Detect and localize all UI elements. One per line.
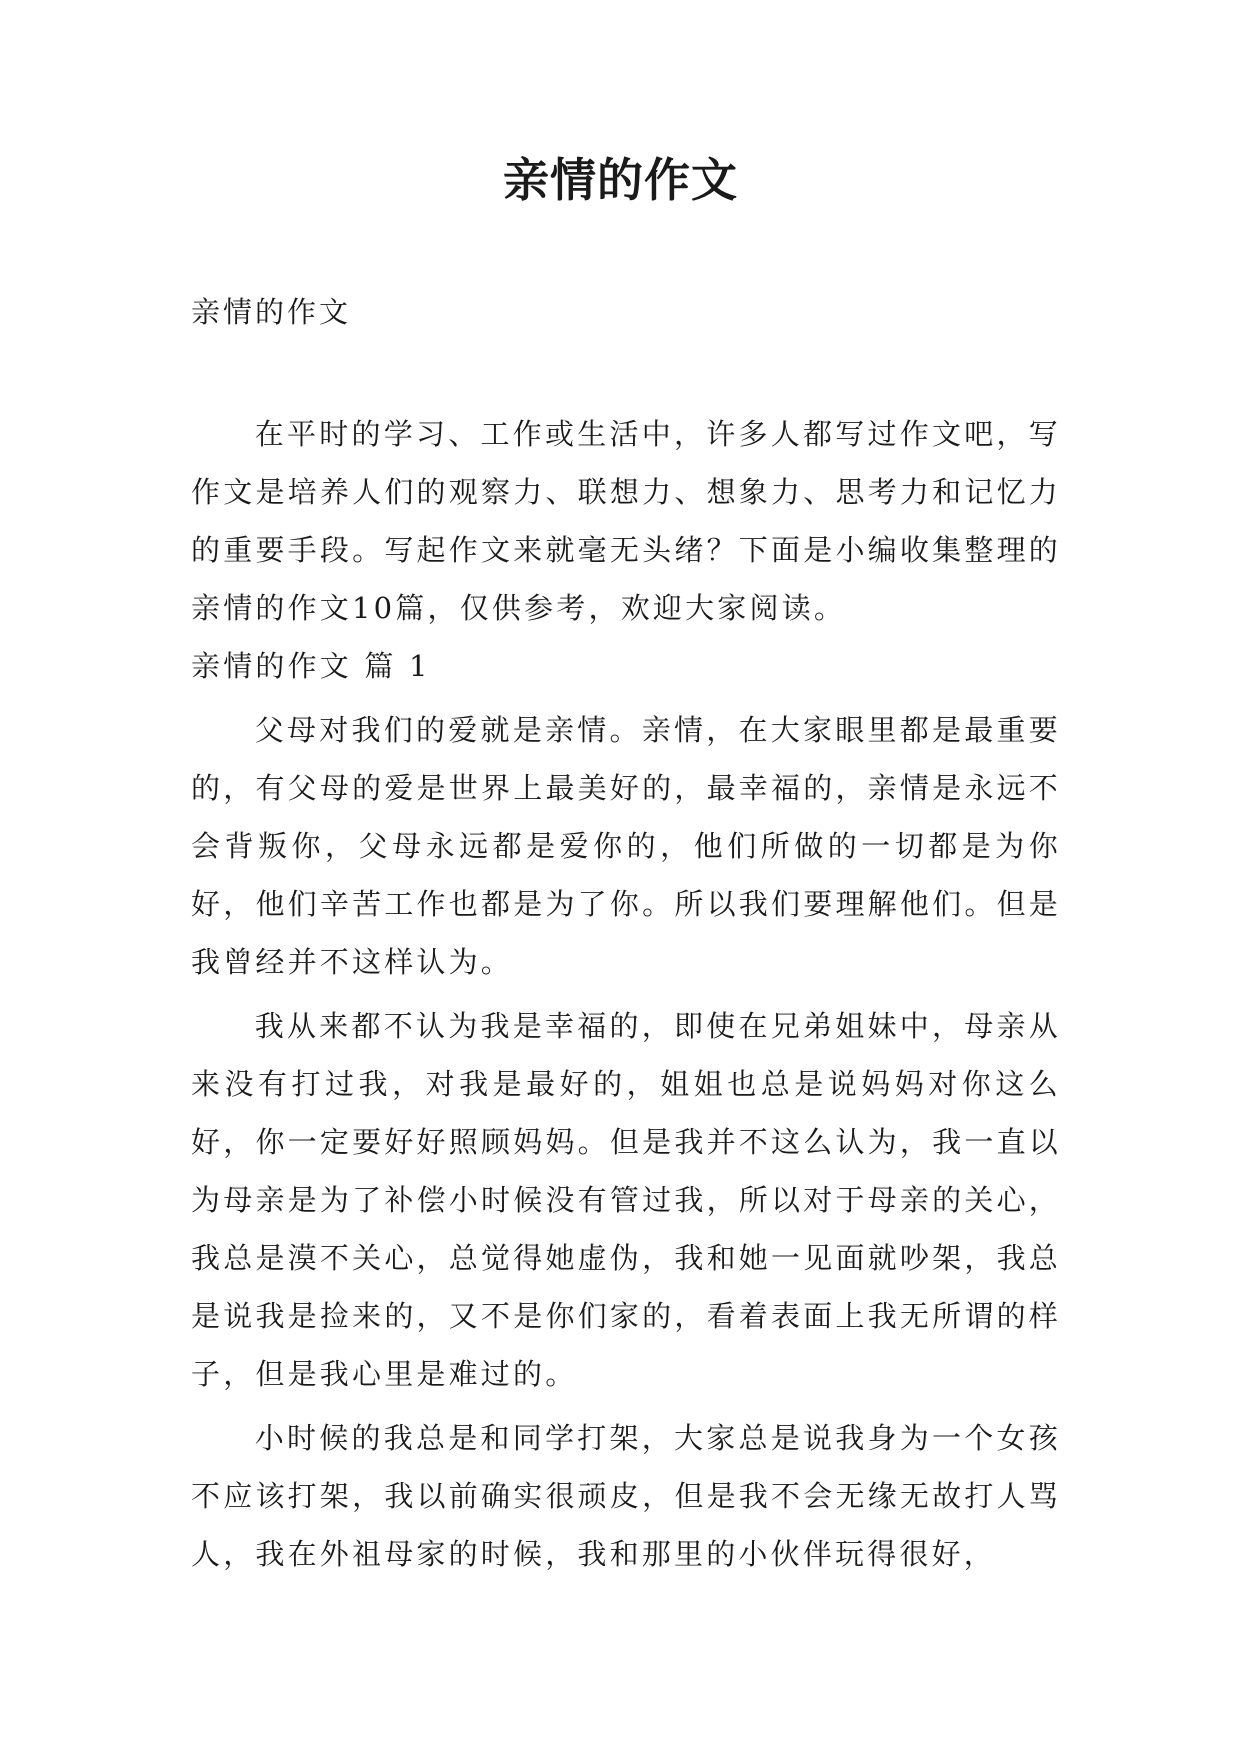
body-paragraph: 父母对我们的爱就是亲情。亲情，在大家眼里都是最重要的，有父母的爱是世界上最美好的，最幸福的，亲情是永远不会背叛你，父母永远都是爱你的，他们所做的一切都是为你好，他们辛苦工作也都是为了你。所以我们要理解他们。但是我曾经并不这样认为。	[191, 713, 1061, 979]
body-paragraph: 我从来都不认为我是幸福的，即使在兄弟姐妹中，母亲从来没有打过我，对我是最好的，姐姐也总是说妈妈对你这么好，你一定要好好照顾妈妈。但是我并不这么认为，我一直以为母亲是为了补偿小时候没有管过我，所以对于母亲的关心，我总是漠不关心，总觉得她虚伪，我和她一见面就吵架，我总是说我是捡来的，又不是你们家的，看着表面上我无所谓的样子，但是我心里是难过的。	[191, 1009, 1061, 1391]
section-heading: 亲情的作文 篇 1	[191, 649, 431, 683]
document-subtitle: 亲情的作文	[191, 295, 352, 329]
body-paragraph: 小时候的我总是和同学打架，大家总是说我身为一个女孩不应该打架，我以前确实很顽皮，但是我不会无缘无故打人骂人，我在外祖母家的时候，我和那里的小伙伴玩得很好，	[191, 1421, 1061, 1571]
document-title: 亲情的作文	[503, 153, 738, 207]
document-body	[191, 405, 1061, 1583]
intro-paragraph: 在平时的学习、工作或生活中，许多人都写过作文吧，写作文是培养人们的观察力、联想力、想象力、思考力和记忆力的重要手段。写起作文来就毫无头绪？下面是小编收集整理的亲情的作文10篇，仅供参考，欢迎大家阅读。	[191, 417, 1061, 625]
